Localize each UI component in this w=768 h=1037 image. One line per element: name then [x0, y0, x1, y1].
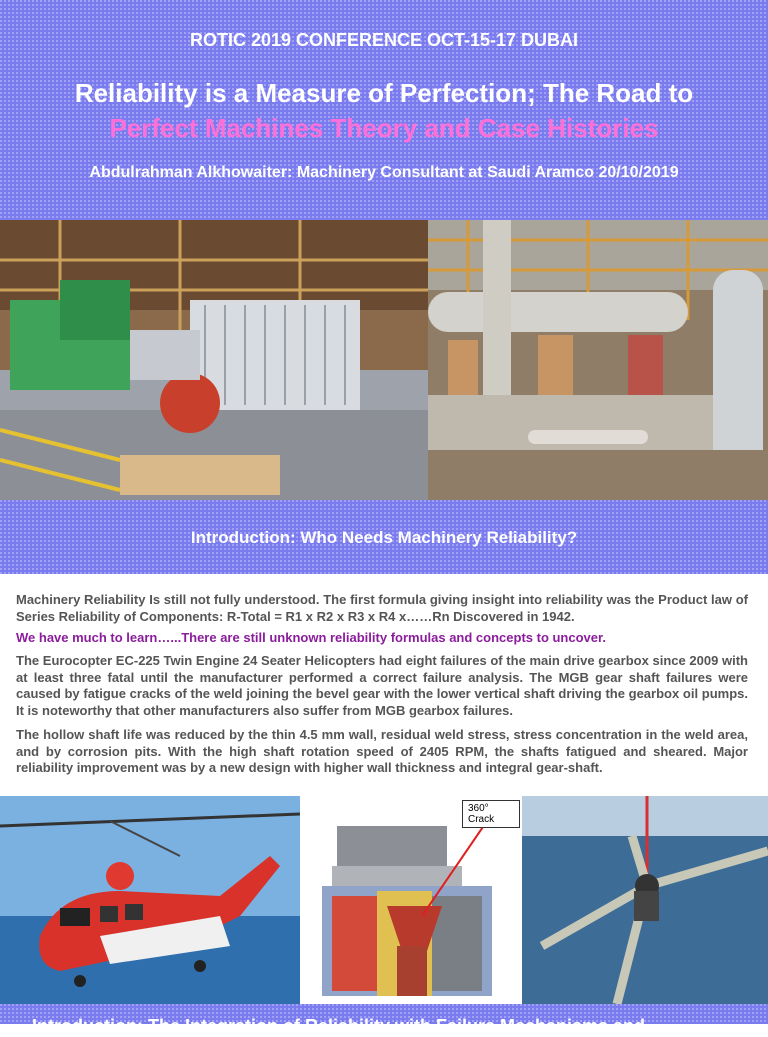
next-section-heading: Introduction: The Integration of Reliability with Failure Mechanisms and — [32, 1016, 646, 1036]
header-banner — [0, 0, 768, 220]
compressor-photo — [0, 220, 428, 500]
intro-heading: Introduction: Who Needs Machinery Reliability? — [190, 528, 578, 547]
rotor-wreckage-illustration — [522, 796, 768, 1004]
author-line: Abdulrahman Alkhowaiter: Machinery Consultant at Saudi Aramco 20/10/2019 — [89, 164, 679, 181]
compressor-illustration — [0, 220, 428, 500]
next-section-banner — [0, 1004, 768, 1036]
paragraph-series-reliability: Machinery Reliability Is still not fully understood. The first formula giving insight into reliability was the Product law of Series Reliability of Components: R-Total = R1 x R2 x R3 x R4 x……Rn Discovered in 1942. — [16, 592, 748, 624]
helicopter-photo — [0, 796, 300, 1004]
helicopter-illustration — [0, 796, 300, 1004]
paragraph-helicopter: The Eurocopter EC-225 Twin Engine 24 Seater Helicopters had eight failures of the main drive gearbox since 2009 with at least three fatal until the manufacturer performed a correct failure analysis. The MGB gear shaft failures were caused by fatigue cracks of the weld joining the bevel gear with the lower vertical shaft driving the gearbox oil pumps. It is noteworthy that other manufacturers also suffer from MGB gearbox failures. — [16, 653, 748, 718]
piping-illustration — [428, 220, 768, 500]
plant-piping-photo — [428, 220, 768, 500]
intro-text-block — [0, 574, 768, 796]
gearbox-diagram — [302, 796, 520, 1004]
conference-title: ROTIC 2019 CONFERENCE OCT-15-17 DUBAI — [189, 30, 579, 50]
paragraph-shaft-life: The hollow shaft life was reduced by the thin 4.5 mm wall, residual weld stress, stress concentration in the weld area, and by corrosion pits. With the high shaft rotation speed of 2405 RPM, the shafts fatigued and sheared. Major reliability improvement was by a new design with higher wall thickness and integral gear-shaft. — [16, 727, 748, 775]
crack-label: 360° Crack — [462, 800, 520, 828]
intro-banner — [0, 500, 768, 574]
wreckage-sea-photo — [522, 796, 768, 1004]
paragraph-highlight: We have much to learn…...There are still unknown reliability formulas and concepts to uncover. — [16, 630, 606, 645]
page-title-line2: Perfect Machines Theory and Case Histories — [109, 113, 659, 143]
page-title-line1: Reliability is a Measure of Perfection; The Road to — [74, 78, 694, 108]
